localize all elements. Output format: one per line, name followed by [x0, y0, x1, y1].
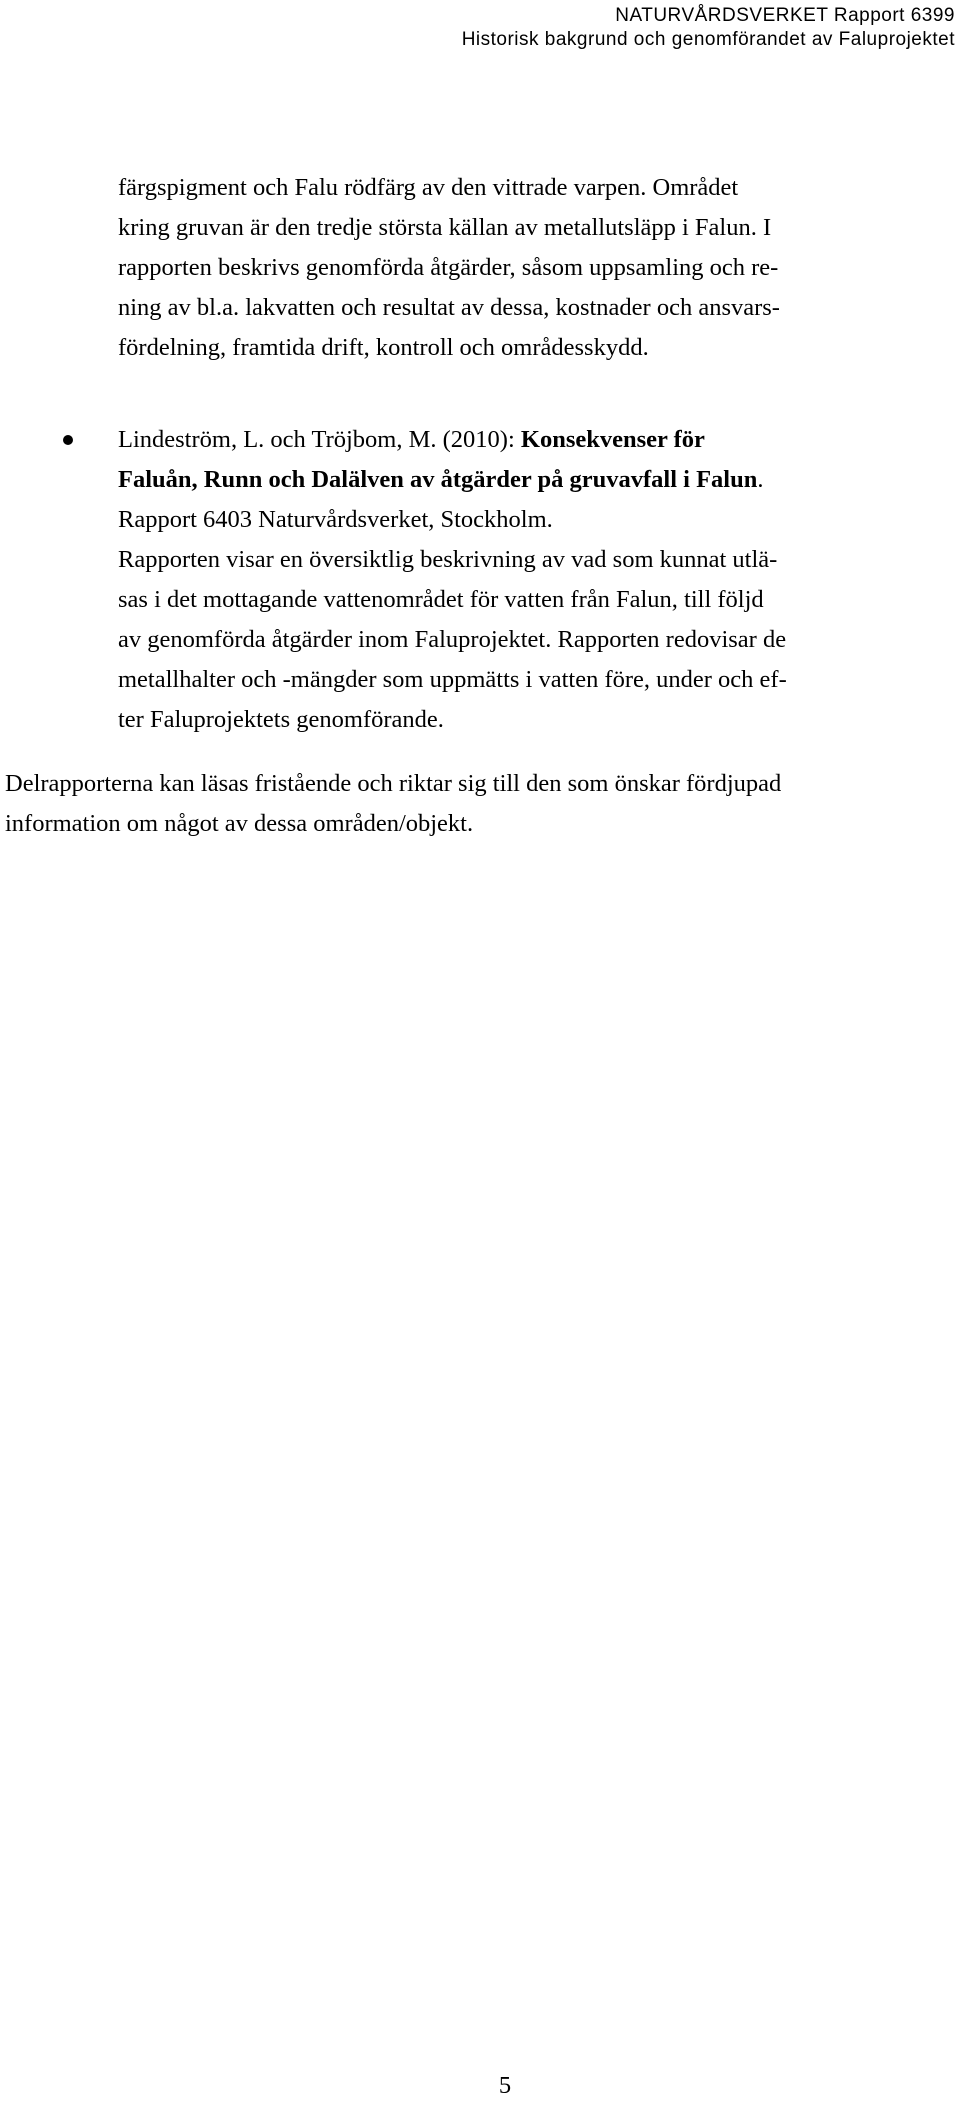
page-number: 5	[498, 2072, 512, 2099]
text-line: metallhalter och -mängder som uppmätts i vatten före, under och ef-	[118, 666, 787, 693]
text-line: rapporten beskrivs genomförda åtgärder, såsom uppsamling och re-	[118, 254, 779, 281]
text-line: av genomförda åtgärder inom Faluprojektet. Rapporten redovisar de	[118, 626, 787, 653]
reference-publisher: Rapport 6403 Naturvårdsverket, Stockholm.	[118, 506, 553, 533]
reference-line-1	[118, 420, 940, 460]
text-line: sas i det mottagande vattenområdet för vatten från Falun, till följd	[118, 586, 764, 613]
closing-paragraph	[5, 764, 955, 844]
reference-title-part2: Faluån, Runn och Dalälven av åtgärder på gruvavfall i Falun	[118, 466, 758, 493]
text-line: Delrapporterna kan läsas fristående och riktar sig till den som önskar fördjupad	[5, 770, 782, 797]
reference-title-part1: Konsekvenser för	[520, 426, 705, 453]
reference-authors: Lindeström, L. och Tröjbom, M.	[118, 426, 437, 453]
text-line: information om något av dessa områden/objekt.	[5, 810, 474, 837]
continuation-paragraph	[118, 168, 940, 368]
bullet-icon	[63, 435, 73, 445]
text-line: fördelning, framtida drift, kontroll och områdesskydd.	[118, 334, 649, 361]
reference-title-end: .	[757, 466, 764, 493]
header-subtitle: Historisk bakgrund och genomförandet av Faluprojektet	[461, 29, 955, 50]
reference-line-2	[118, 460, 940, 500]
reference-entry	[118, 420, 940, 740]
text-line: ter Faluprojektets genomförande.	[118, 706, 444, 733]
text-line: kring gruvan är den tredje största källan av metallutsläpp i Falun. I	[118, 214, 772, 241]
header-report-title: NATURVÅRDSVERKET Rapport 6399	[615, 5, 955, 26]
text-line: ning av bl.a. lakvatten och resultat av dessa, kostnader och ansvars-	[118, 294, 780, 321]
reference-year: (2010):	[442, 426, 515, 453]
running-header	[462, 4, 955, 52]
text-line: Rapporten visar en översiktlig beskrivning av vad som kunnat utlä-	[118, 546, 778, 573]
text-line: färgspigment och Falu rödfärg av den vittrade varpen. Området	[118, 174, 739, 201]
